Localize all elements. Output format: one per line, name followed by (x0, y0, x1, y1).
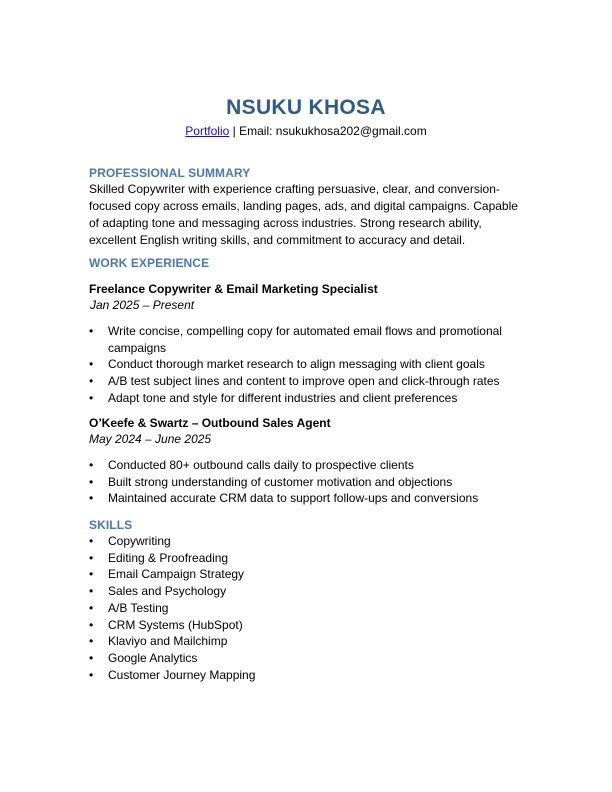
skill-text: Klaviyo and Mailchimp (108, 634, 228, 649)
bullet-glyph: • (89, 650, 94, 665)
experience-heading: WORK EXPERIENCE (89, 256, 210, 270)
bullet-glyph: • (89, 634, 94, 649)
list-item (89, 617, 529, 634)
summary-line: of adapting tone and messaging across industries. Strong research ability, (89, 216, 482, 230)
bullet-text: Conducted 80+ outbound calls daily to prospective clients (108, 458, 414, 472)
list-item (89, 550, 529, 567)
bullet-glyph: • (89, 584, 94, 599)
skill-text: CRM Systems (HubSpot) (108, 617, 243, 632)
bullet-glyph: • (89, 474, 94, 489)
list-item (89, 633, 529, 650)
bullet-glyph: • (89, 324, 94, 338)
candidate-name: NSUKU KHOSA (226, 96, 386, 119)
bullet-glyph: • (89, 374, 94, 389)
bullet-glyph: • (89, 357, 94, 372)
summary-line: focused copy across emails, landing pages, ads, and digital campaigns. Capable (89, 199, 518, 213)
list-item (89, 356, 529, 373)
list-item (89, 566, 529, 583)
bullet-glyph: • (89, 617, 94, 632)
bullet-text-continuation: campaigns (108, 340, 167, 355)
bullet-glyph: • (89, 567, 94, 582)
job-bullet-list (89, 457, 529, 507)
bullet-glyph: • (89, 491, 94, 506)
job-title: Freelance Copywriter & Email Marketing Specialist (89, 282, 378, 296)
list-item (89, 533, 529, 550)
list-item (89, 667, 529, 684)
job-bullet-list (89, 323, 529, 407)
list-item (89, 474, 529, 491)
list-item (89, 490, 529, 507)
skills-list (89, 533, 529, 683)
list-item (89, 600, 529, 617)
skill-text: Email Campaign Strategy (108, 567, 245, 582)
bullet-glyph: • (89, 390, 94, 405)
bullet-glyph: • (89, 550, 94, 565)
skill-text: A/B Testing (108, 600, 169, 615)
list-item (89, 650, 529, 667)
bullet-text: Write concise, compelling copy for automated email flows and promotional (108, 324, 502, 338)
job-dates: May 2024 – June 2025 (89, 432, 212, 446)
contact-separator: | (229, 124, 240, 138)
list-item (89, 457, 529, 474)
summary-line: Skilled Copywriter with experience crafting persuasive, clear, and conversion- (89, 182, 500, 196)
contact-line (0, 124, 612, 138)
skill-text: Editing & Proofreading (108, 550, 229, 565)
bullet-glyph: • (89, 534, 94, 548)
bullet-text: A/B test subject lines and content to improve open and click-through rates (108, 374, 500, 389)
skill-text: Sales and Psychology (108, 584, 227, 599)
bullet-glyph: • (89, 458, 94, 472)
job-dates: Jan 2025 – Present (90, 298, 195, 312)
list-item (89, 323, 529, 356)
summary-text (89, 181, 529, 249)
bullet-glyph: • (89, 667, 94, 682)
bullet-text: Conduct thorough market research to align messaging with client goals (108, 357, 485, 372)
list-item (89, 373, 529, 390)
email-text: Email: nsukukhosa202@gmail.com (239, 124, 427, 138)
list-item (89, 390, 529, 407)
skills-heading: SKILLS (89, 518, 133, 532)
skill-text: Google Analytics (108, 650, 198, 665)
job-title: O’Keefe & Swartz – Outbound Sales Agent (89, 416, 331, 430)
bullet-text: Adapt tone and style for different industries and client preferences (108, 390, 458, 405)
bullet-glyph: • (89, 600, 94, 615)
bullet-text: Maintained accurate CRM data to support follow-ups and conversions (108, 491, 479, 506)
list-item (89, 583, 529, 600)
portfolio-link[interactable]: Portfolio (185, 124, 230, 138)
summary-line: excellent English writing skills, and commitment to accuracy and detail. (89, 233, 466, 247)
summary-heading: PROFESSIONAL SUMMARY (89, 166, 251, 180)
skill-text: Customer Journey Mapping (108, 667, 256, 682)
bullet-text: Built strong understanding of customer motivation and objections (108, 474, 453, 489)
skill-text: Copywriting (108, 534, 171, 548)
